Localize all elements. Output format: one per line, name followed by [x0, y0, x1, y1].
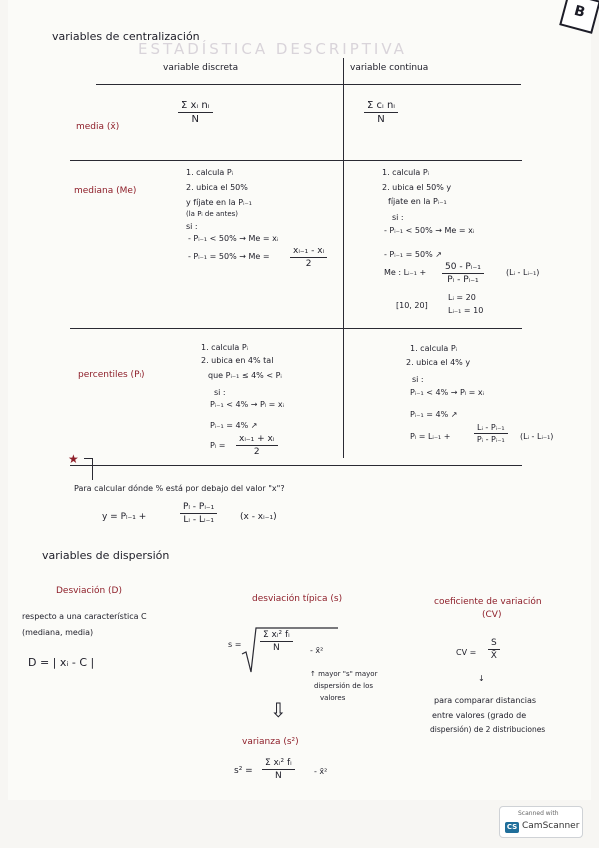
- percentile-continuous-fraction: $\frac{\text{Lᵢ - Pᵢ₋₁}}{\text{Pᵢ - Pᵢ₋₁}}$: [474, 423, 508, 444]
- median-discrete-case-1: - Pᵢ₋₁ < 50% → Me = xᵢ: [188, 234, 279, 243]
- table-bottom-rule: [70, 465, 522, 466]
- median-discrete-note: (la Pᵢ de antes): [186, 210, 239, 218]
- star-connector-down: [92, 458, 93, 480]
- corner-mark: B: [559, 0, 599, 34]
- percentile-discrete-fraction: $\frac{\text{xᵢ₋₁ + xᵢ}}{2}$: [236, 434, 278, 457]
- section-title-centralization: variables de centralización: [52, 30, 200, 43]
- median-discrete-case-2: - Pᵢ₋₁ = 50% → Me =: [188, 252, 270, 261]
- variance-fraction: $\frac{\text{Σ xᵢ² fᵢ}}{N}$: [262, 758, 295, 781]
- cv-title: coeficiente de variación: [434, 597, 542, 607]
- cv-note-3: dispersión) de 2 distribuciones: [430, 725, 546, 734]
- mean-discrete-formula: $\frac{\text{Σ xᵢ nᵢ}}{N}$: [178, 100, 213, 125]
- table-row-rule-1: [70, 160, 522, 161]
- scanned-with-label: Scanned with: [518, 810, 559, 817]
- deviation-formula: D = | xᵢ - C |: [28, 656, 95, 669]
- variance-lhs: s² =: [234, 766, 253, 776]
- row-label-mean: media (x̄): [76, 122, 120, 132]
- star-question: Para calcular dónde % está por debajo del valor "x"?: [74, 484, 285, 493]
- std-note-1: ↑ mayor "s" mayor: [310, 670, 378, 678]
- camscanner-brand: CamScanner: [522, 821, 580, 831]
- percentile-continuous-step-1: 1. calcula Pᵢ: [410, 344, 458, 353]
- median-discrete-fraction: $\frac{\text{xᵢ₋₁ - xᵢ}}{2}$: [290, 246, 327, 269]
- variance-tail: - x̄²: [314, 767, 328, 776]
- star-icon: ★: [68, 452, 79, 466]
- camscanner-icon: CS: [506, 823, 518, 831]
- median-continuous-formula-tail: (Lᵢ - Lᵢ₋₁): [506, 268, 540, 277]
- star-formula-tail: (x - xᵢ₋₁): [240, 512, 277, 522]
- median-continuous-Li: Lᵢ = 20: [448, 293, 476, 302]
- cv-lhs: CV =: [456, 648, 477, 657]
- std-title: desviación típica (s): [252, 594, 343, 604]
- row-label-median: mediana (Me): [74, 186, 137, 196]
- table-header-rule: [96, 84, 521, 85]
- table-row-rule-2: [70, 328, 522, 329]
- median-continuous-formula-lhs: Me : Lᵢ₋₁ +: [384, 268, 427, 277]
- percentile-discrete-case-1: Pᵢ₋₁ < 4% → Pₗ = xᵢ: [210, 400, 285, 409]
- star-formula-fraction: $\frac{\text{Pₗ - Pᵢ₋₁}}{\text{Lᵢ - Lᵢ₋₁}}$: [180, 502, 217, 525]
- median-discrete-step-1: 1. calcula Pᵢ: [186, 168, 234, 177]
- median-continuous-si: si :: [392, 213, 404, 222]
- percentile-discrete-si: si :: [214, 388, 226, 397]
- std-note-3: valores: [320, 694, 346, 702]
- percentile-discrete-step-3: que Pᵢ₋₁ ≤ 4% < Pᵢ: [208, 371, 282, 380]
- median-continuous-case-2: - Pᵢ₋₁ = 50% ↗: [384, 250, 442, 259]
- median-continuous-step-2: 2. ubica el 50% y: [382, 183, 452, 192]
- down-arrow-icon: ⇩: [270, 698, 287, 722]
- deviation-title: Desviación (D): [56, 586, 122, 596]
- percentile-discrete-case-2: Pᵢ₋₁ = 4% ↗: [210, 421, 258, 430]
- row-label-percentiles: percentiles (Pₗ): [78, 370, 145, 380]
- deviation-description: respecto a una característica C: [22, 612, 147, 621]
- median-continuous-fraction: $\frac{\text{50 - Pᵢ₋₁}}{\text{Pᵢ - Pᵢ₋₁}}$: [442, 262, 484, 285]
- table-vertical-divider: [343, 58, 344, 458]
- median-discrete-step-3: y fíjate en la Pᵢ₋₁: [186, 198, 252, 207]
- percentile-continuous-formula-lhs: Pₗ = Lᵢ₋₁ +: [410, 432, 451, 441]
- percentile-discrete-step-1: 1. calcula Pᵢ: [201, 343, 249, 352]
- header-continuous: variable continua: [350, 63, 429, 73]
- median-continuous-step-1: 1. calcula Pᵢ: [382, 168, 430, 177]
- median-discrete-step-2: 2. ubica el 50%: [186, 183, 248, 192]
- percentile-discrete-formula-lhs: Pₗ =: [210, 441, 226, 450]
- cv-title-abbr: (CV): [482, 610, 502, 620]
- star-connector: [84, 458, 92, 459]
- cv-arrow-icon: ↓: [478, 674, 485, 683]
- std-fraction: $\frac{\text{Σ xᵢ² fᵢ}}{N}$: [260, 630, 293, 653]
- cv-note-1: para comparar distancias: [434, 696, 537, 705]
- percentile-continuous-case-1: Pᵢ₋₁ < 4% → Pₗ = xᵢ: [410, 388, 485, 397]
- percentile-continuous-si: si :: [412, 375, 424, 384]
- median-discrete-si: si :: [186, 222, 198, 231]
- median-continuous-Li1: Lᵢ₋₁ = 10: [448, 306, 484, 315]
- variance-title: varianza (s²): [242, 737, 299, 747]
- section-title-dispersion: variables de dispersión: [42, 549, 170, 562]
- median-continuous-step-3: fíjate en la Pᵢ₋₁: [388, 197, 447, 206]
- median-continuous-case-1: - Pᵢ₋₁ < 50% → Me = xᵢ: [384, 226, 475, 235]
- camscanner-badge: [499, 806, 583, 838]
- cv-fraction: $\frac{S}{X̄}$: [488, 638, 500, 661]
- std-note-2: dispersión de los: [314, 682, 374, 690]
- star-formula-lhs: y = Pₗ₋₁ +: [102, 512, 147, 522]
- cv-note-2: entre valores (grado de: [432, 711, 527, 720]
- percentile-continuous-case-2: Pᵢ₋₁ = 4% ↗: [410, 410, 458, 419]
- header-discrete: variable discreta: [163, 63, 239, 73]
- median-continuous-interval: [10, 20]: [396, 301, 428, 310]
- percentile-continuous-formula-tail: (Lᵢ - Lᵢ₋₁): [520, 432, 554, 441]
- percentile-discrete-step-2: 2. ubica en 4% tal: [201, 356, 274, 365]
- watermark-text: ESTADÍSTICA DESCRIPTIVA: [138, 40, 407, 58]
- std-tail: - x̄²: [310, 646, 324, 655]
- mean-continuous-formula: $\frac{\text{Σ cᵢ nᵢ}}{N}$: [364, 100, 398, 125]
- percentile-continuous-step-2: 2. ubica el 4% y: [406, 358, 471, 367]
- notebook-page: [8, 0, 591, 800]
- deviation-description-2: (mediana, media): [22, 628, 94, 637]
- std-lhs: s =: [228, 640, 242, 649]
